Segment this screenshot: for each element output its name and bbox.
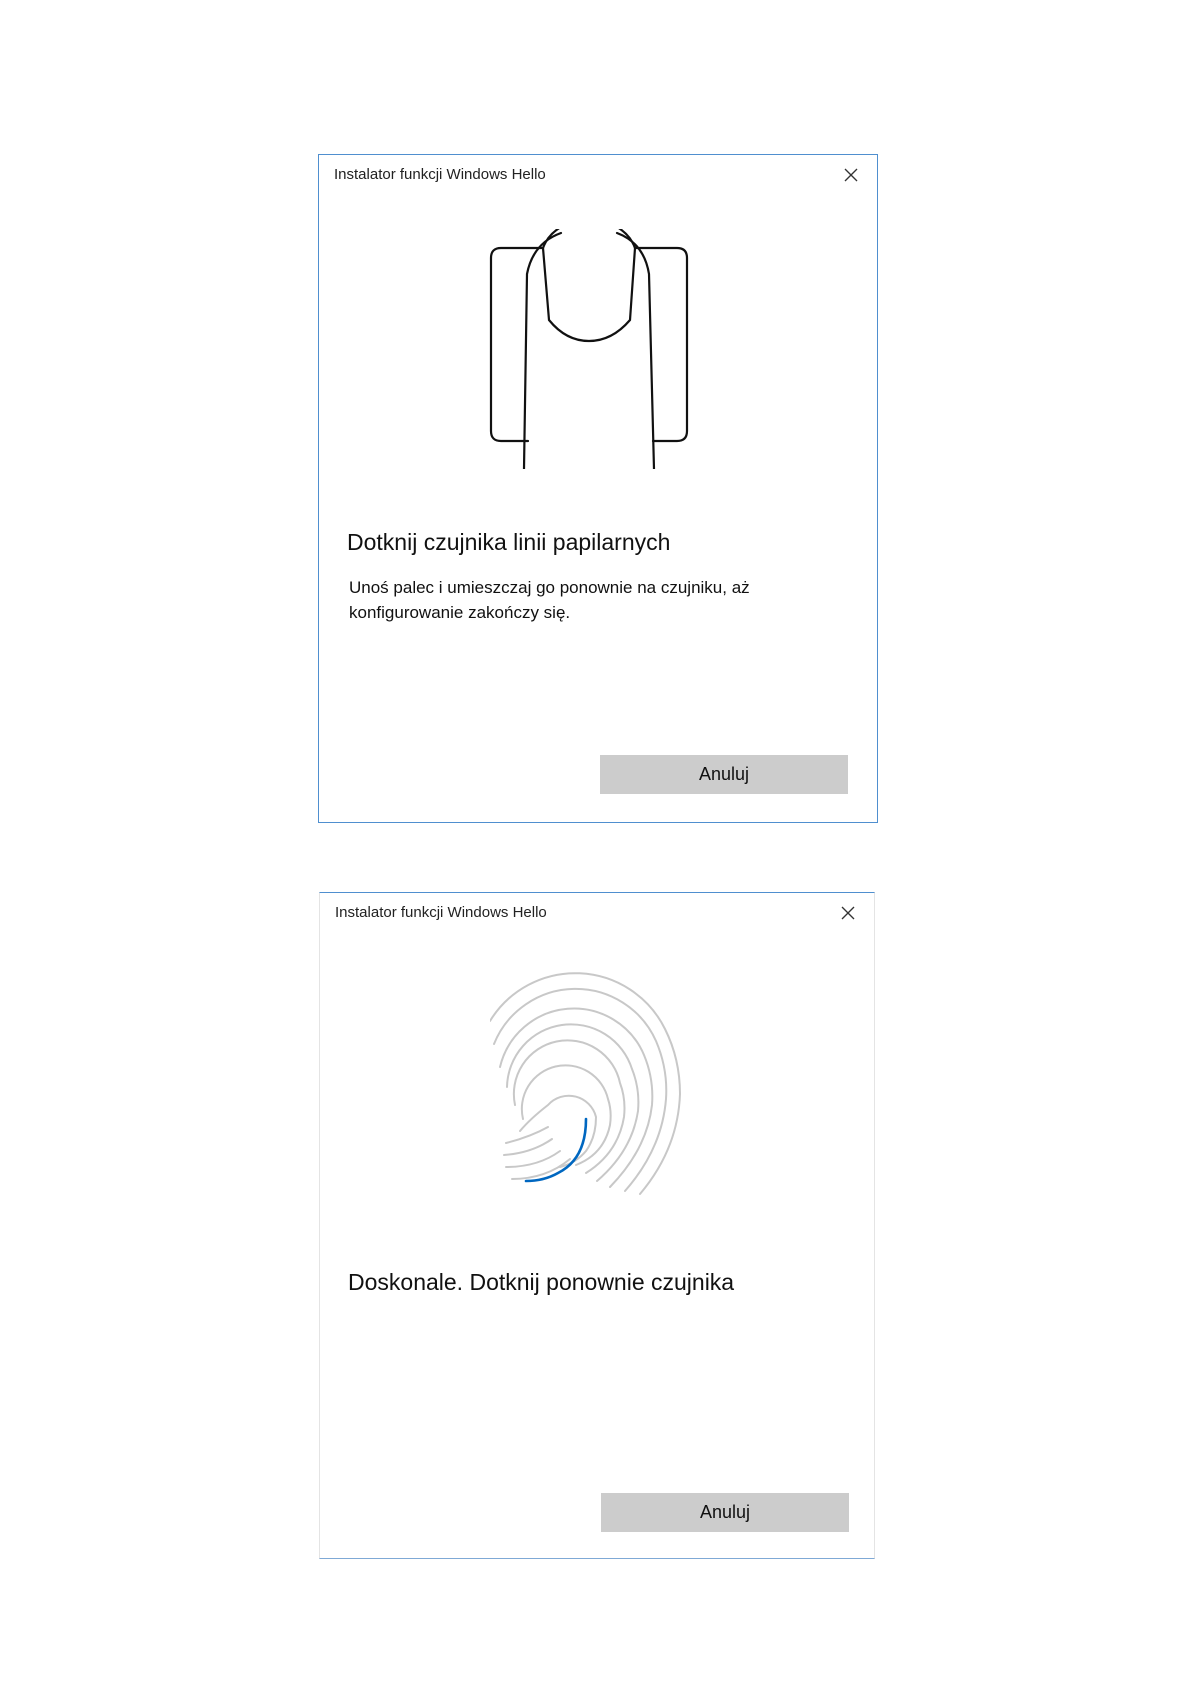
- dialog-title: Instalator funkcji Windows Hello: [335, 904, 547, 921]
- cancel-button[interactable]: Anuluj: [600, 755, 848, 794]
- dialog-heading: Dotknij czujnika linii papilarnych: [347, 529, 671, 555]
- cancel-button[interactable]: Anuluj: [601, 1493, 849, 1532]
- dialog-description: Unoś palec i umieszczaj go ponownie na czujniku, aż konfigurowanie zakończy się.: [349, 578, 750, 622]
- windows-hello-dialog-progress: [319, 892, 875, 1559]
- close-button[interactable]: [841, 165, 861, 185]
- fingerprint-icon: [490, 959, 690, 1219]
- close-button[interactable]: [838, 903, 858, 923]
- close-icon: [841, 165, 861, 185]
- scan-progress-arc: [526, 1119, 586, 1181]
- close-icon: [838, 903, 858, 923]
- finger-on-sensor-icon: [489, 229, 689, 469]
- windows-hello-dialog: [318, 154, 878, 823]
- dialog-heading: Doskonale. Dotknij ponownie czujnika: [348, 1269, 735, 1295]
- dialog-title: Instalator funkcji Windows Hello: [334, 166, 546, 183]
